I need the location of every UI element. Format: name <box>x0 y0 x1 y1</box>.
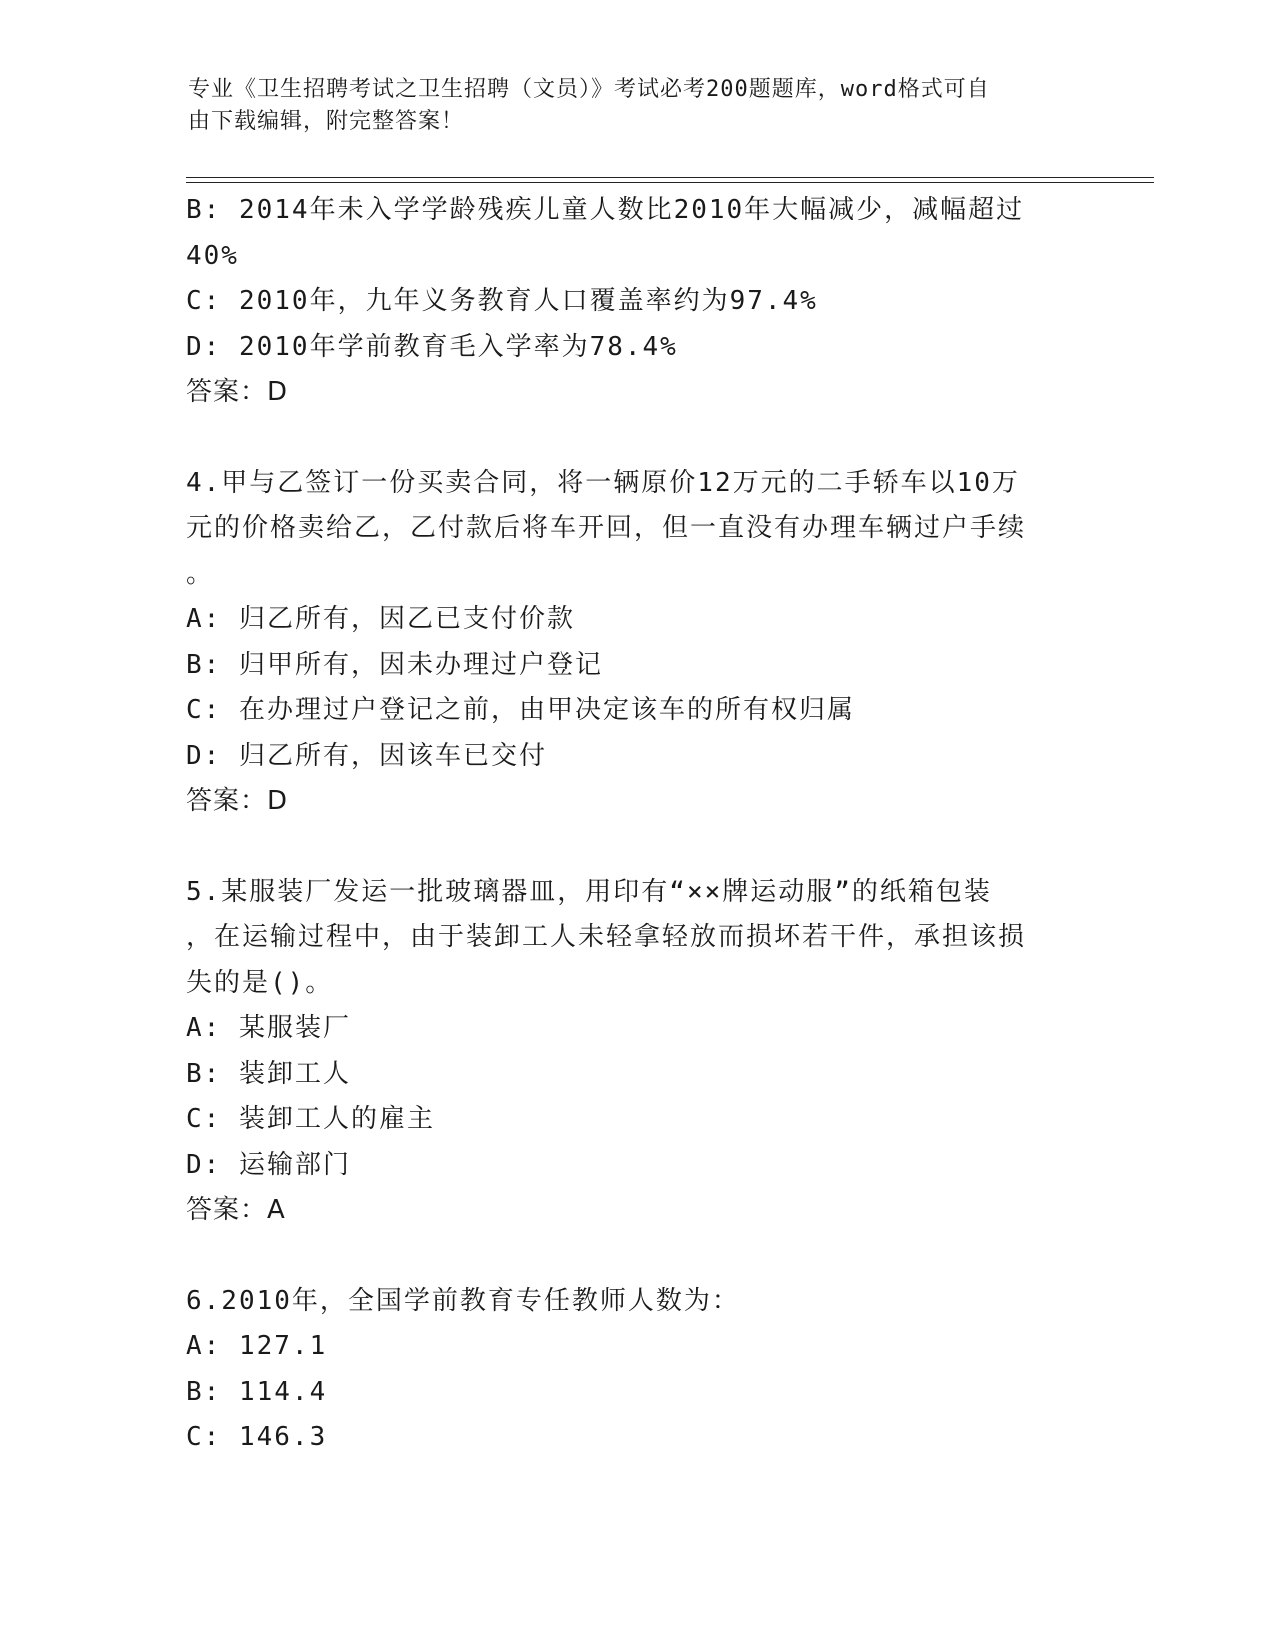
q4-stem-line-2: 元的价格卖给乙，乙付款后将车开回，但一直没有办理车辆过户手续 <box>186 513 1027 543</box>
q3-option-c: C: 2010年，九年义务教育人口覆盖率约为97.4% <box>186 286 818 316</box>
question-4 <box>186 461 1066 825</box>
question-5 <box>186 870 1066 1234</box>
question-3 <box>186 188 1066 416</box>
q5-option-c: C: 装卸工人的雇主 <box>186 1104 435 1134</box>
header-divider-top <box>186 177 1154 178</box>
q3-option-d: D: 2010年学前教育毛入学率为78.4% <box>186 331 678 362</box>
question-6 <box>186 1279 1066 1461</box>
q4-option-d: D: 归乙所有，因该车已交付 <box>186 740 547 771</box>
q5-option-a: A: 某服装厂 <box>186 1013 351 1043</box>
q5-answer: 答案：A <box>186 1195 286 1225</box>
header-line-2: 由下载编辑，附完整答案！ <box>188 109 465 134</box>
q5-stem-line-3: 失的是()。 <box>186 967 334 998</box>
page-header <box>188 74 1068 138</box>
document-body <box>186 188 1066 1461</box>
q5-option-d: D: 运输部门 <box>186 1149 351 1180</box>
q4-stem-line-3: 。 <box>186 558 215 589</box>
q3-option-b-line-2: 40% <box>186 240 239 271</box>
spacer <box>186 416 1066 461</box>
q4-option-c: C: 在办理过户登记之前，由甲决定该车的所有权归属 <box>186 695 855 725</box>
header-line-1: 专业《卫生招聘考试之卫生招聘（文员）》考试必考200题题库，word格式可自 <box>188 77 990 102</box>
q4-stem-line-1: 4.甲与乙签订一份买卖合同，将一辆原价12万元的二手轿车以10万 <box>186 467 1020 498</box>
q5-stem-line-1: 5.某服装厂发运一批玻璃器皿，用印有“××牌运动服”的纸箱包装 <box>186 876 992 907</box>
q4-option-a: A: 归乙所有，因乙已支付价款 <box>186 604 575 634</box>
q6-option-b: B: 114.4 <box>186 1376 328 1407</box>
q6-option-c: C: 146.3 <box>186 1422 328 1452</box>
q5-stem-line-2: ，在运输过程中，由于装卸工人未轻拿轻放而损坏若干件，承担该损 <box>186 922 1027 952</box>
q6-stem-line-1: 6.2010年，全国学前教育专任教师人数为： <box>186 1285 740 1316</box>
q3-option-b-line-1: B: 2014年未入学学龄残疾儿童人数比2010年大幅减少，减幅超过 <box>186 195 1025 225</box>
q3-answer: 答案：D <box>186 377 289 407</box>
q5-option-b: B: 装卸工人 <box>186 1058 351 1089</box>
spacer <box>186 825 1066 870</box>
q4-option-b: B: 归甲所有，因未办理过户登记 <box>186 649 603 680</box>
spacer <box>186 1234 1066 1279</box>
q6-option-a: A: 127.1 <box>186 1331 328 1361</box>
header-divider-bottom <box>186 182 1154 183</box>
q4-answer: 答案：D <box>186 786 289 816</box>
